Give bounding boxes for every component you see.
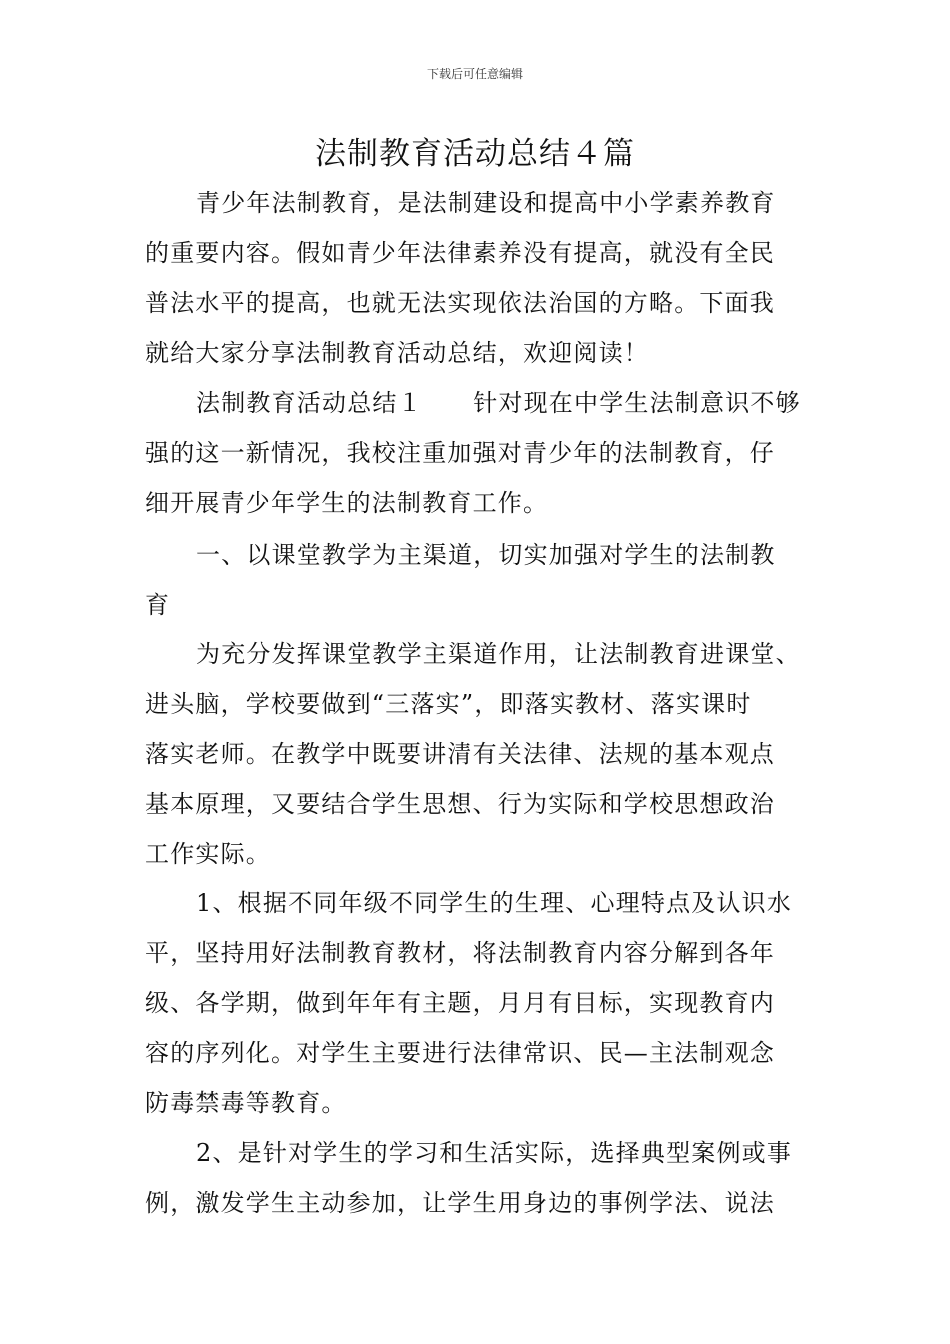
paragraph-line: 落实老师。在教学中既要讲清有关法律、法规的基本观点 — [145, 740, 775, 768]
paragraph-line: 平，坚持用好法制教育教材，将法制教育内容分解到各年 — [145, 939, 775, 967]
paragraph-line: 防毒禁毒等教育。 — [145, 1089, 347, 1117]
document-title: 法制教育活动总结４篇 — [315, 136, 635, 172]
paragraph-line: 1、根据不同年级不同学生的生理、心理特点及认识水 — [196, 889, 793, 917]
header-note: 下载后可任意编辑 — [426, 67, 523, 81]
paragraph-line: 例，激发学生主动参加，让学生用身边的事例学法、说法 — [145, 1189, 775, 1217]
paragraph-line: 的重要内容。假如青少年法律素养没有提高，就没有全民 — [145, 239, 775, 267]
paragraph-line: 容的序列化。对学生主要进行法律常识、民—主法制观念 — [145, 1039, 775, 1067]
paragraph-line: 基本原理，又要结合学生思想、行为实际和学校思想政治 — [145, 790, 775, 818]
paragraph-line: 2、是针对学生的学习和生活实际，选择典型案例或事 — [196, 1139, 793, 1167]
paragraph-line: 进头脑，学校要做到“三落实”，即落实教材、落实课时 — [145, 690, 752, 718]
section-heading-line: 育 — [145, 591, 171, 619]
paragraph-line: 工作实际。 — [145, 840, 271, 868]
paragraph-line: 级、各学期，做到年年有主题，月月有目标，实现教育内 — [145, 989, 775, 1017]
paragraph-line: 强的这一新情况，我校注重加强对青少年的法制教育，仔 — [145, 439, 775, 467]
paragraph-line: 细开展青少年学生的法制教育工作。 — [145, 489, 549, 517]
section-heading-line: 一、以课堂教学为主渠道，切实加强对学生的法制教 — [196, 541, 776, 569]
paragraph-line: 普法水平的提高，也就无法实现依法治国的方略。下面我 — [145, 289, 775, 317]
paragraph-line: 就给大家分享法制教育活动总结，欢迎阅读！ — [145, 339, 649, 367]
paragraph-line: 为充分发挥课堂教学主渠道作用，让法制教育进课堂、 — [196, 640, 801, 668]
paragraph-line: 法制教育活动总结１ 针对现在中学生法制意识不够 — [196, 389, 801, 417]
paragraph-line: 青少年法制教育，是法制建设和提高中小学素养教育 — [196, 189, 776, 217]
